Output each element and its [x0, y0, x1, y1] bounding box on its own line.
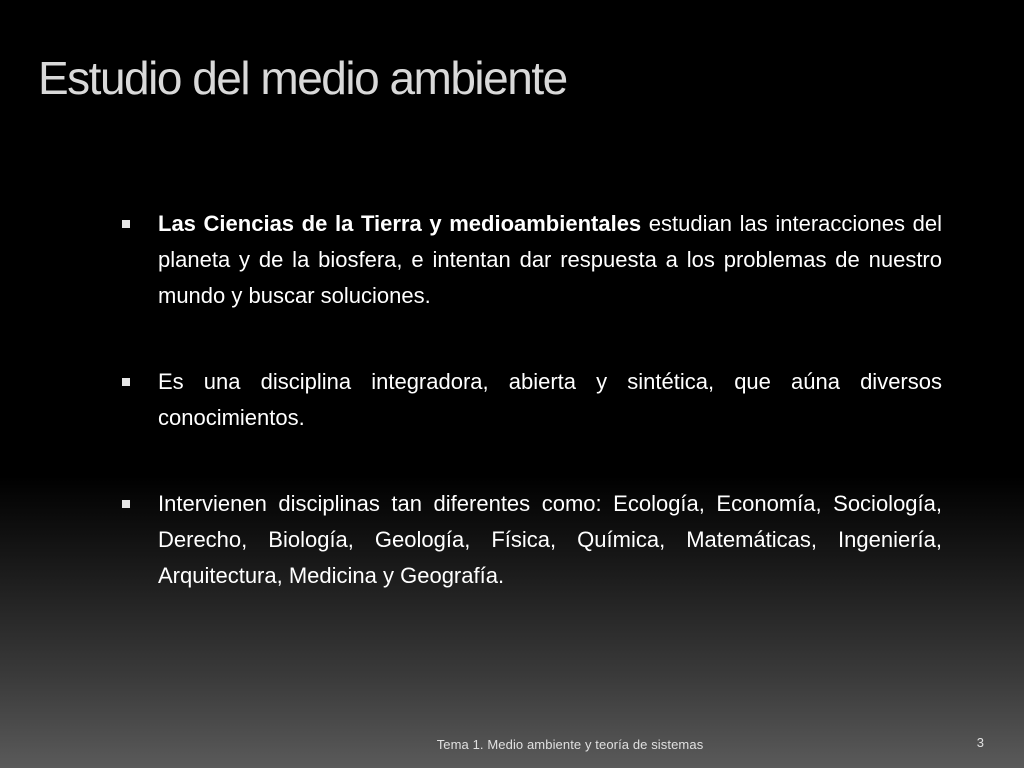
bullet-text: Es una disciplina integradora, abierta y sintética, que aúna diversos conocimientos. — [158, 369, 942, 430]
bullet-list — [120, 206, 942, 644]
square-bullet-icon — [122, 220, 130, 228]
bullet-text: Intervienen disciplinas tan diferentes como: Ecología, Economía, Sociología, Derecho, Biología, Geología, Física, Química, Matemáticas, Ingeniería, Arquitectura, Medicina y Geografía. — [158, 491, 942, 588]
slide-footer: Tema 1. Medio ambiente y teoría de sistemas — [436, 737, 704, 752]
bullet-item — [120, 486, 942, 594]
bullet-bold-lead: Las Ciencias de la Tierra y medioambientales — [158, 211, 642, 236]
square-bullet-icon — [122, 500, 130, 508]
slide-title: Estudio del medio ambiente — [38, 52, 567, 104]
bullet-item — [120, 206, 942, 314]
bullet-item — [120, 364, 942, 436]
bullet-text: estudian las interacciones del planeta y de la biosfera, e intentan dar respuesta a los problemas de nuestro mundo y buscar soluciones. — [158, 211, 942, 308]
page-number: 3 — [976, 735, 984, 750]
square-bullet-icon — [122, 378, 130, 386]
